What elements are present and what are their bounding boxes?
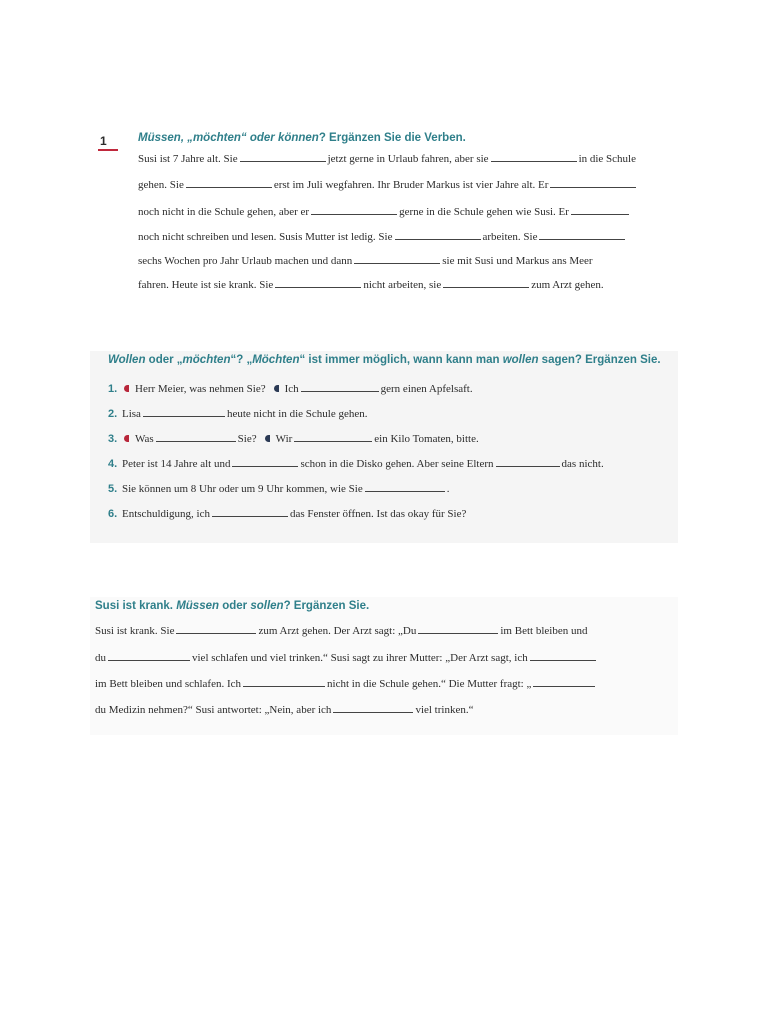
blank-field[interactable]: [533, 677, 595, 687]
speaker-icon: [124, 435, 129, 442]
blank-field[interactable]: [232, 457, 298, 467]
exercise-number: 1: [100, 134, 107, 148]
exercise-3-line: du viel schlafen und viel trinken.“ Susi sagt zu ihrer Mutter: „Der Arzt sagt, ich: [95, 651, 598, 664]
blank-field[interactable]: [294, 432, 372, 442]
exercise-2-item: 1. Herr Meier, was nehmen Sie? Ich gern einen Apfelsaft.: [108, 383, 473, 395]
blank-field[interactable]: [240, 152, 326, 162]
blank-field[interactable]: [571, 205, 629, 215]
exercise-1-heading: Müssen, „möchten“ oder können? Ergänzen Sie die Verben.: [138, 132, 466, 144]
blank-field[interactable]: [418, 624, 498, 634]
exercise-1-line: noch nicht in die Schule gehen, aber er gerne in die Schule gehen wie Susi. Er: [138, 205, 631, 218]
exercise-number-underline: [98, 149, 118, 151]
blank-field[interactable]: [365, 482, 445, 492]
blank-field[interactable]: [354, 254, 440, 264]
blank-field[interactable]: [186, 178, 272, 188]
speaker-icon: [274, 385, 279, 392]
blank-field[interactable]: [395, 230, 481, 240]
exercise-3: [95, 600, 675, 730]
exercise-2-item: 2. Lisa heute nicht in die Schule gehen.: [108, 408, 368, 420]
exercise-2: [108, 354, 673, 534]
exercise-2-item: 4. Peter ist 14 Jahre alt und schon in die Disko gehen. Aber seine Eltern das nicht.: [108, 458, 604, 470]
exercise-1: [138, 132, 678, 302]
blank-field[interactable]: [496, 457, 560, 467]
blank-field[interactable]: [243, 677, 325, 687]
exercise-1-line: noch nicht schreiben und lesen. Susis Mutter ist ledig. Sie arbeiten. Sie: [138, 230, 627, 243]
exercise-1-line: gehen. Sie erst im Juli wegfahren. Ihr Bruder Markus ist vier Jahre alt. Er: [138, 178, 638, 191]
blank-field[interactable]: [491, 152, 577, 162]
exercise-3-line: Susi ist krank. Sie zum Arzt gehen. Der Arzt sagt: „Du im Bett bleiben und: [95, 625, 588, 637]
speaker-icon: [124, 385, 129, 392]
blank-field[interactable]: [212, 507, 288, 517]
blank-field[interactable]: [156, 432, 236, 442]
exercise-2-item: 3. Was Sie? Wir ein Kilo Tomaten, bitte.: [108, 433, 479, 445]
blank-field[interactable]: [333, 703, 413, 713]
blank-field[interactable]: [108, 651, 190, 661]
exercise-1-line: fahren. Heute ist sie krank. Sie nicht arbeiten, sie zum Arzt gehen.: [138, 279, 604, 291]
exercise-2-item: 6. Entschuldigung, ich das Fenster öffnen. Ist das okay für Sie?: [108, 508, 467, 520]
blank-field[interactable]: [550, 178, 636, 188]
blank-field[interactable]: [443, 278, 529, 288]
exercise-1-line: sechs Wochen pro Jahr Urlaub machen und dann sie mit Susi und Markus ans Meer: [138, 255, 593, 267]
speaker-icon: [265, 435, 270, 442]
blank-field[interactable]: [539, 230, 625, 240]
blank-field[interactable]: [275, 278, 361, 288]
exercise-1-line: Susi ist 7 Jahre alt. Sie jetzt gerne in Urlaub fahren, aber sie in die Schule: [138, 153, 636, 165]
blank-field[interactable]: [301, 382, 379, 392]
exercise-3-heading: Susi ist krank. Müssen oder sollen? Ergänzen Sie.: [95, 600, 370, 612]
exercise-3-line: im Bett bleiben und schlafen. Ich nicht in die Schule gehen.“ Die Mutter fragt: „: [95, 677, 597, 690]
blank-field[interactable]: [176, 624, 256, 634]
blank-field[interactable]: [143, 407, 225, 417]
blank-field[interactable]: [311, 205, 397, 215]
exercise-2-item: 5. Sie können um 8 Uhr oder um 9 Uhr kommen, wie Sie .: [108, 483, 450, 495]
blank-field[interactable]: [530, 651, 596, 661]
exercise-3-line: du Medizin nehmen?“ Susi antwortet: „Nein, aber ich viel trinken.“: [95, 704, 474, 716]
exercise-2-heading: Wollen oder „möchten“? „Möchten“ ist immer möglich, wann kann man wollen sagen? Ergänzen Sie.: [108, 354, 661, 366]
